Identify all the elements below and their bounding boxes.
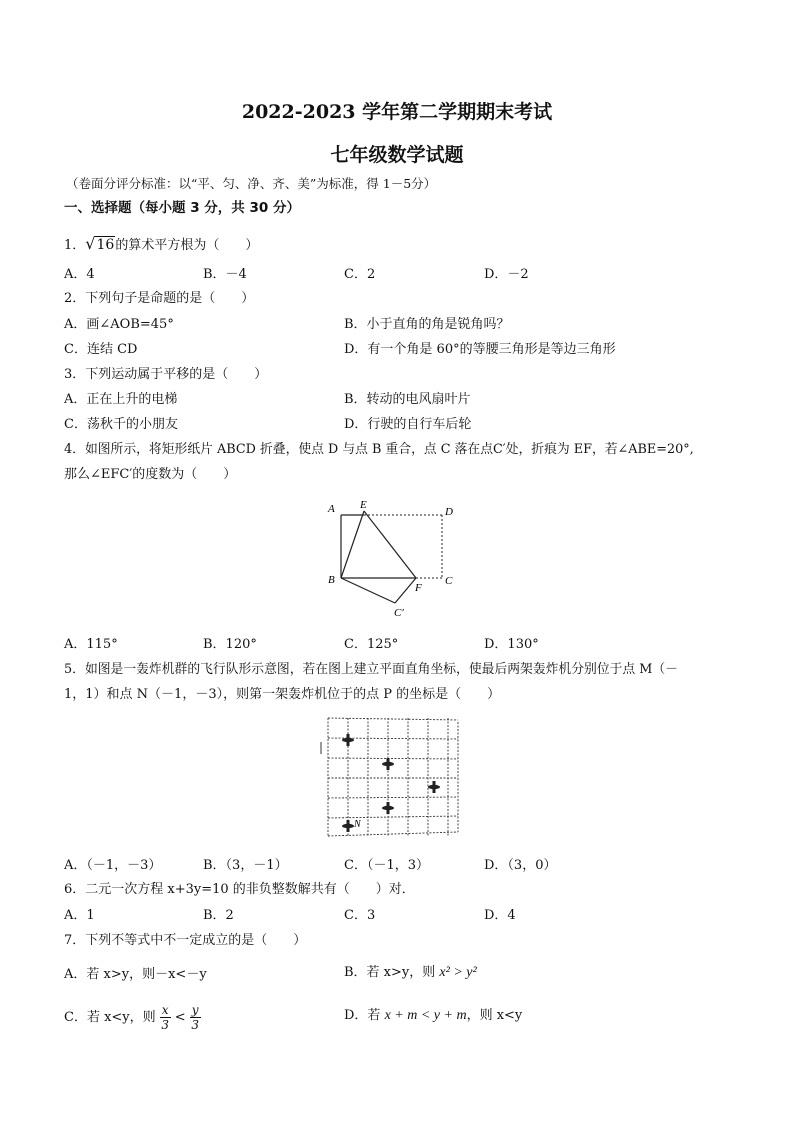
q5-option-a[interactable]: A．（－1，－3）: [64, 858, 162, 873]
q2-option-a[interactable]: A．画∠AOB=45°: [64, 317, 174, 332]
q7-option-c-prefix: C．若 x<y，则: [64, 1010, 156, 1025]
label-f: F: [415, 582, 422, 594]
q5-stem-line2: 1，1）和点 N（－1，－3），则第一架轰炸机位于的点 P 的坐标是（ ）: [64, 687, 501, 702]
label-n: N: [354, 819, 361, 830]
q6-option-d[interactable]: D．4: [484, 908, 516, 923]
plane-icon-2: [382, 758, 394, 770]
scoring-note: （卷面分评分标准：以“平、匀、净、齐、美”为标准，得 1－5分）: [66, 176, 437, 191]
q1-stem: [64, 236, 258, 254]
q3-option-c[interactable]: C．荡秋千的小朋友: [64, 417, 178, 432]
q1-option-c[interactable]: C．2: [344, 267, 376, 282]
q7-option-b-math: x² > y²: [439, 965, 477, 980]
label-e: E: [360, 499, 367, 511]
q6-option-a[interactable]: A．1: [64, 908, 95, 923]
fraction-numerator: y: [191, 1003, 199, 1017]
label-b: B: [328, 574, 335, 586]
q7-option-b[interactable]: [344, 965, 477, 981]
label-d: D: [445, 506, 453, 518]
label-a: A: [328, 503, 335, 515]
plane-icon-3: [428, 781, 440, 793]
q2-stem: 2．下列句子是命题的是（ ）: [64, 291, 255, 306]
section-heading: 一、选择题（每小题 3 分，共 30 分）: [64, 200, 300, 216]
fraction-y-over-3: [190, 1003, 201, 1032]
q2-option-b[interactable]: B．小于直角的角是锐角吗？: [344, 317, 510, 332]
sqrt-symbol: √16: [85, 234, 115, 253]
q7-option-d-prefix: D．若: [344, 1008, 381, 1023]
q2-option-d[interactable]: D．有一个角是 60°的等腰三角形是等边三角形: [344, 342, 616, 357]
exam-subtitle: 七年级数学试题: [330, 144, 464, 166]
q7-option-a[interactable]: A．若 x>y，则－x<－y: [64, 967, 207, 982]
q3-stem: 3．下列运动属于平移的是（ ）: [64, 367, 268, 382]
q5-stem-line1: 5．如图是一轰炸机群的飞行队形示意图，若在图上建立平面直角坐标，使最后两架轰炸机分别位于点 M（－: [64, 662, 678, 677]
q4-option-d[interactable]: D．130°: [484, 637, 539, 652]
fraction-denominator: 3: [191, 1018, 199, 1032]
q3-option-d[interactable]: D．行驶的自行车后轮: [344, 417, 472, 432]
folded-rectangle-figure: [322, 498, 462, 623]
q3-option-b[interactable]: B．转动的电风扇叶片: [344, 392, 471, 407]
less-than-sign: <: [174, 1010, 186, 1025]
q7-option-d[interactable]: [344, 1008, 522, 1024]
q1-radicand: 16: [96, 237, 115, 253]
q5-option-b[interactable]: B．（3，－1）: [203, 858, 288, 873]
q7-option-c[interactable]: [64, 1000, 201, 1036]
q4-option-c[interactable]: C．125°: [344, 637, 399, 652]
q1-option-b[interactable]: B．－4: [203, 267, 247, 282]
q7-option-b-prefix: B．若 x>y，则: [344, 965, 436, 980]
q6-stem: 6．二元一次方程 x+3y=10 的非负整数解共有（ ）对．: [64, 882, 415, 897]
q4-option-a[interactable]: A．115°: [64, 637, 118, 652]
plane-icon-1: [342, 733, 354, 747]
label-c-prime: C′: [394, 607, 404, 619]
q5-option-c[interactable]: C．（－1，3）: [344, 858, 429, 873]
q7-option-d-math: x + m < y + m: [384, 1008, 467, 1023]
q3-option-a[interactable]: A．正在上升的电梯: [64, 392, 178, 407]
q2-option-c[interactable]: C．连结 CD: [64, 342, 138, 357]
plane-icon-4: [382, 802, 394, 814]
q4-stem-line2: 那么∠EFC′的度数为（ ）: [64, 467, 237, 482]
fraction-x-over-3: [160, 1003, 171, 1032]
q7-stem: 7．下列不等式中不一定成立的是（ ）: [64, 933, 307, 948]
q1-number: 1．: [64, 238, 86, 253]
q7-option-d-suffix: ，则 x<y: [466, 1008, 523, 1023]
fraction-denominator: 3: [161, 1018, 169, 1032]
q4-option-b[interactable]: B．120°: [203, 637, 257, 652]
bomber-formation-grid: [316, 712, 464, 840]
plane-icon-5: [342, 820, 354, 832]
fraction-numerator: x: [161, 1003, 169, 1017]
q5-option-d[interactable]: D．（3，0）: [484, 858, 557, 873]
q6-option-c[interactable]: C．3: [344, 908, 376, 923]
q1-option-a[interactable]: A．4: [64, 267, 95, 282]
label-c: C: [445, 575, 453, 587]
q6-option-b[interactable]: B．2: [203, 908, 234, 923]
q1-tail: 的算术平方根为（ ）: [115, 238, 259, 253]
q4-stem-line1: 4．如图所示，将矩形纸片 ABCD 折叠，使点 D 与点 B 重合，点 C 落在点C′处，折痕为 EF，若∠ABE=20°,: [64, 442, 694, 457]
q1-option-d[interactable]: D．－2: [484, 267, 529, 282]
exam-title: 2022-2023 学年第二学期期末考试: [241, 101, 553, 123]
